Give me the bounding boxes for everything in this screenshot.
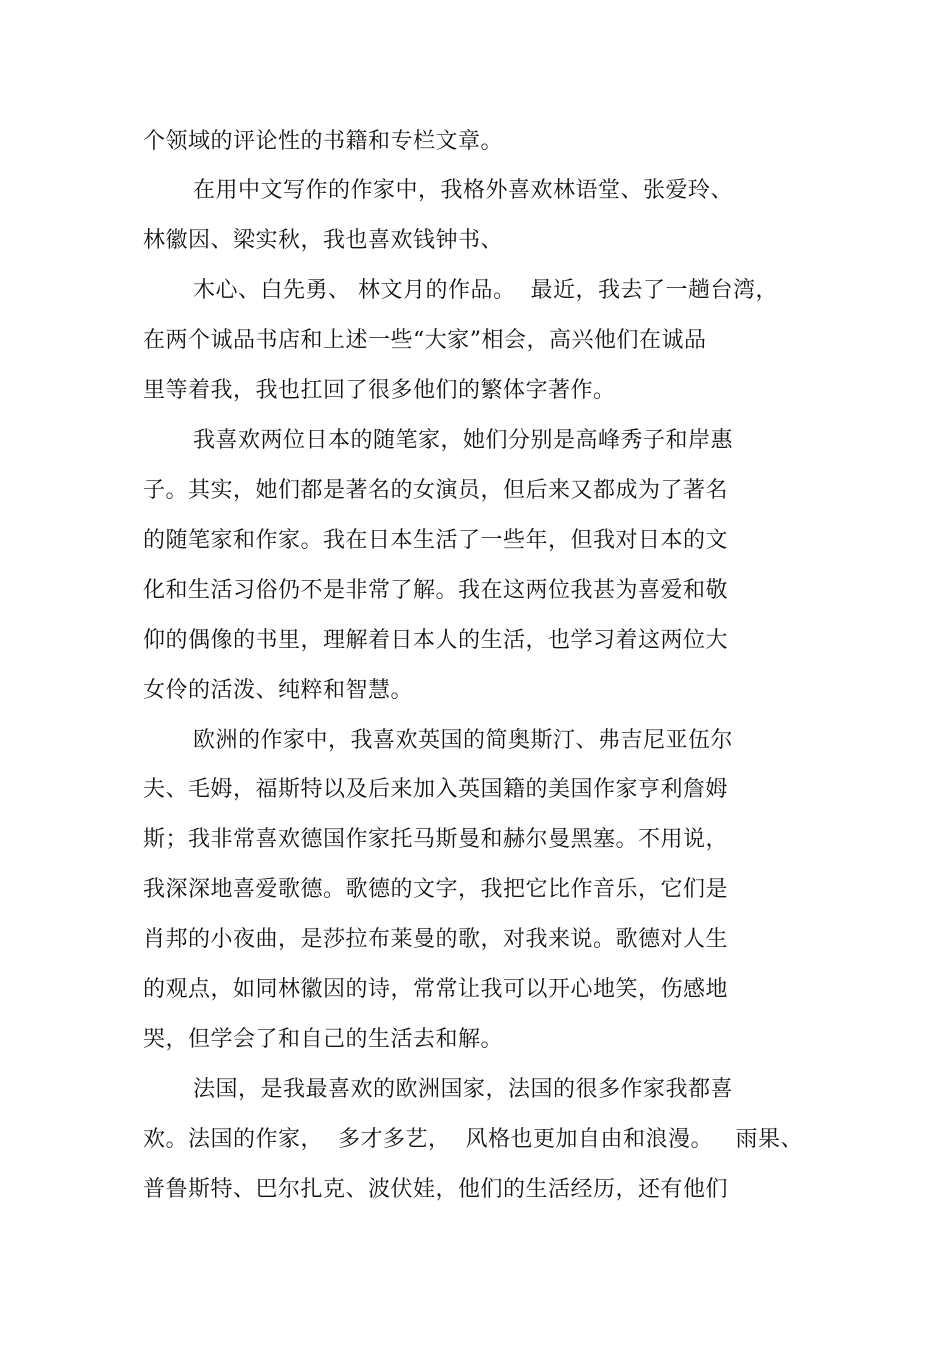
text-line: 肖邦的小夜曲，是莎拉布莱曼的歌，对我来说。歌德对人生	[143, 927, 729, 952]
text-line: 个领域的评论性的书籍和专栏文章。	[143, 129, 504, 154]
text-line: 我喜欢两位日本的随笔家，她们分别是高峰秀子和岸惠	[193, 428, 734, 453]
text-line: 仰的偶像的书里，理解着日本人的生活，也学习着这两位大	[143, 628, 729, 653]
text-line: 在两个诚品书店和上述一些“大家”相会，高兴他们在诚品	[143, 328, 707, 353]
text-line: 的随笔家和作家。我在日本生活了一些年，但我对日本的文	[143, 528, 729, 553]
text-line: 的观点，如同林徽因的诗，常常让我可以开心地笑，伤感地	[143, 977, 729, 1002]
text-line: 化和生活习俗仍不是非常了解。我在这两位我甚为喜爱和敬	[143, 578, 729, 603]
text-line: 在用中文写作的作家中，我格外喜欢林语堂、张爱玲、	[193, 178, 734, 203]
text-line: 欧洲的作家中，我喜欢英国的简奥斯汀、弗吉尼亚伍尔	[193, 728, 734, 753]
text-line: 斯；我非常喜欢德国作家托马斯曼和赫尔曼黑塞。不用说，	[143, 827, 729, 852]
text-line: 夫、毛姆，福斯特以及后来加入英国籍的美国作家亨利詹姆	[143, 777, 729, 802]
text-line: 欢。法国的作家， 多才多艺， 风格也更加自由和浪漫。 雨果、	[143, 1127, 803, 1152]
text-line: 女伶的活泼、纯粹和智慧。	[143, 678, 414, 703]
text-line: 哭，但学会了和自己的生活去和解。	[143, 1027, 504, 1052]
text-line: 子。其实，她们都是著名的女演员，但后来又都成为了著名	[143, 478, 729, 503]
text-line: 里等着我，我也扛回了很多他们的繁体字著作。	[143, 378, 616, 403]
text-line: 我深深地喜爱歌德。歌德的文字，我把它比作音乐，它们是	[143, 877, 729, 902]
text-line: 普鲁斯特、巴尔扎克、波伏娃，他们的生活经历，还有他们	[143, 1177, 729, 1202]
text-line: 法国，是我最喜欢的欧洲国家，法国的很多作家我都喜	[193, 1077, 734, 1102]
text-line: 林徽因、梁实秋，我也喜欢钱钟书、	[143, 228, 504, 253]
text-line: 木心、白先勇、 林文月的作品。 最近，我去了一趟台湾，	[193, 278, 778, 303]
